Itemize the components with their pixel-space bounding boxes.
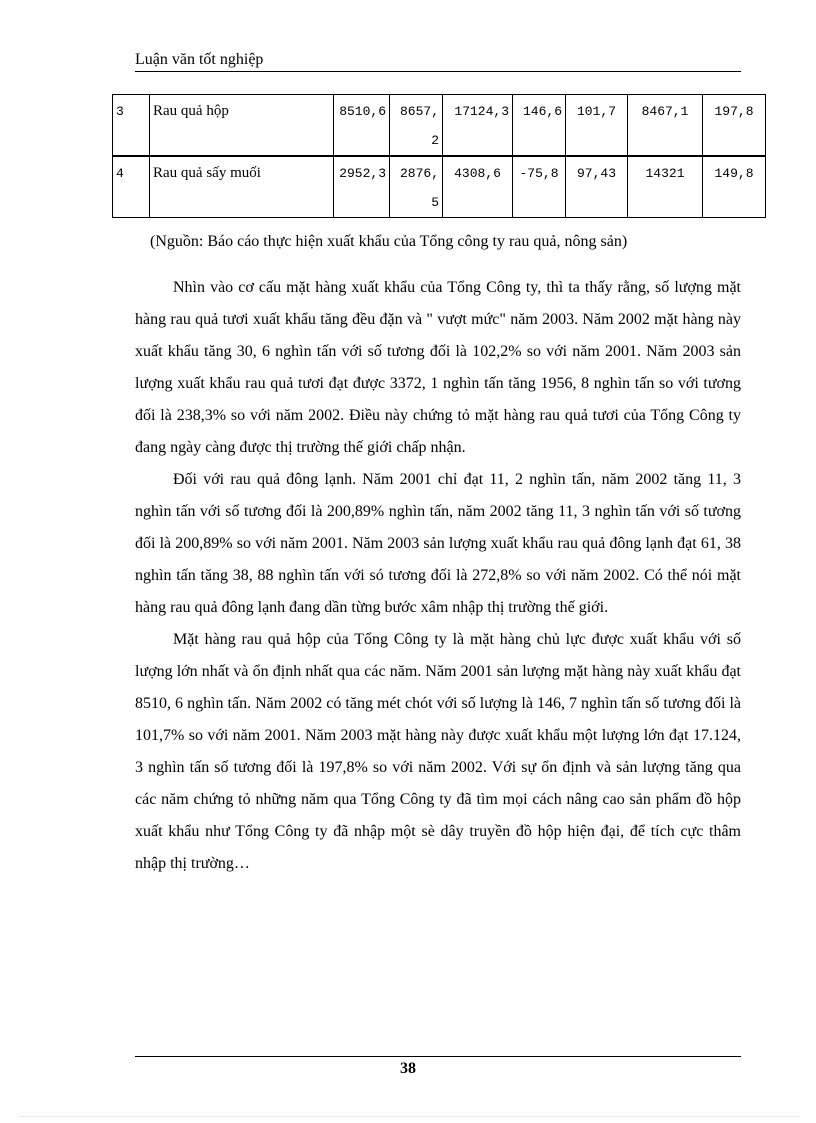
percent-2003: 149,8 — [703, 156, 766, 218]
paragraph: Đối với rau quả đông lạnh. Năm 2001 chỉ đạt 11, 2 nghìn tấn, năm 2002 tăng 11, 3 nghìn tấn với số tương đối là 200,89% nghìn tấn, năm 2002 tăng 11, 3 nghìn tấn với số tương đối là 200,89% so với năm 2001. Năm 2003 sản lượng xuất khẩu rau quả đông lạnh đạt 61, 38 nghìn tấn tăng 38, 88 nghìn tấn với só tương đối là 272,8% so với năm 2002. Có thể nói mặt hàng rau quả đông lạnh đang dần từng bước xâm nhập thị trường thế giới. — [135, 471, 741, 616]
change-2002: -75,8 — [513, 156, 566, 218]
change-2003: 14321 — [628, 156, 703, 218]
value-2003: 17124,3 — [443, 95, 513, 157]
footer-divider — [135, 1056, 741, 1057]
header-divider — [135, 71, 741, 72]
page-number: 38 — [400, 1060, 416, 1077]
product-name: Rau quả sấy muối — [150, 156, 334, 218]
paragraph: Mặt hàng rau quả hộp của Tổng Công ty là mặt hàng chủ lực được xuất khẩu với số lượng lớn nhất và ổn định nhất qua các năm. Năm 2001 sản lượng mặt hàng này xuất khẩu đạt 8510, 6 nghìn tấn. Năm 2002 có tăng mét chót với số lượng là 146, 7 nghìn tấn số tương đối là 101,7% so với năm 2001. Năm 2003 mặt hàng này được xuất khẩu một lượng lớn đạt 17.124, 3 nghìn tấn số tương đối là 197,8% so với năm 2002. Với sự ổn định và sản lượng tăng qua các năm chứng tỏ những năm qua Tổng Công ty đã tìm mọi cách nâng cao sản phẩm đồ hộp xuất khẩu như Tổng Công ty đã nhập một sè dây truyền đồ hộp hiện đại, để tích cực thâm nhập thị trường… — [135, 631, 741, 872]
export-table — [112, 94, 766, 218]
product-name: Rau quả hộp — [150, 95, 334, 157]
page-edge-marker — [20, 1116, 800, 1117]
row-number: 4 — [113, 156, 150, 218]
percent-2002: 101,7 — [566, 95, 628, 157]
table-row — [113, 95, 766, 157]
row-number: 3 — [113, 95, 150, 157]
paragraph: Nhìn vào cơ cấu mặt hàng xuất khẩu của Tổng Công ty, thì ta thấy rằng, số lượng mặt hàng rau quả tươi xuất khẩu tăng đều đặn và " vượt mức" năm 2003. Năm 2002 mặt hàng này xuất khẩu tăng 30, 6 nghìn tấn với số tương đối là 102,2% so với năm 2001. Năm 2003 sản lượng xuất khẩu rau quả tươi đạt được 3372, 1 nghìn tấn tăng 1956, 8 nghìn tấn so với tương đối là 238,3% so với năm 2002. Điều này chứng tỏ mặt hàng rau quả tươi của Tổng Công ty đang ngày càng được thị trường thế giới chấp nhận. — [135, 279, 741, 456]
change-2002: 146,6 — [513, 95, 566, 157]
percent-2003: 197,8 — [703, 95, 766, 157]
value-2002: 8657,2 — [390, 95, 443, 157]
table-row — [113, 156, 766, 218]
value-2001: 8510,6 — [334, 95, 390, 157]
body-text — [135, 272, 741, 880]
table-source-note: (Nguồn: Báo cáo thực hiện xuất khẩu của Tổng công ty rau quả, nông sản) — [150, 233, 628, 250]
value-2003: 4308,6 — [443, 156, 513, 218]
percent-2002: 97,43 — [566, 156, 628, 218]
value-2001: 2952,3 — [334, 156, 390, 218]
value-2002: 2876,5 — [390, 156, 443, 218]
change-2003: 8467,1 — [628, 95, 703, 157]
document-header-title: Luận văn tốt nghiệp — [135, 51, 264, 68]
